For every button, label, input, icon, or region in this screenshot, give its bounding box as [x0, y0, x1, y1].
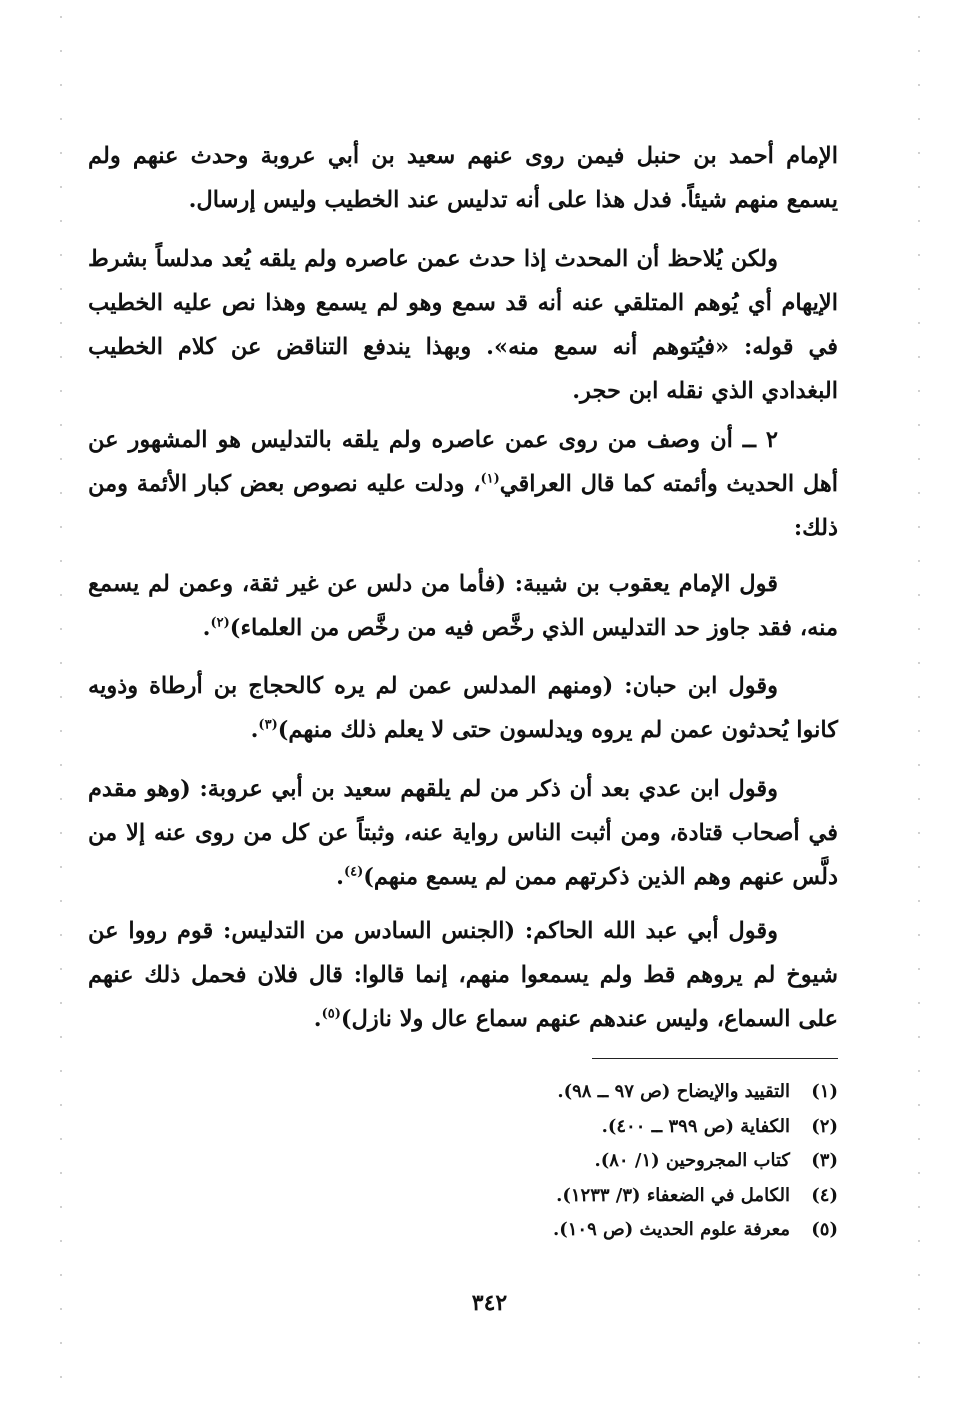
paragraph-text: قول الإمام يعقوب بن شيبة: (فأما من دلس عن غير ثقة، وعمن لم يسمع منه، فقد جاوز حد التدليس الذي رخَّص فيه من رخَّص من العلماء)	[88, 571, 838, 641]
footnote-ref: (١)	[480, 471, 500, 487]
footnote-ref: (٥)	[321, 1006, 341, 1022]
paragraph-tail: ، ودلت عليه نصوص بعض كبار الأئمة ومن ذلك:	[88, 471, 838, 541]
footnote-2	[300, 1110, 838, 1145]
paragraph-4	[88, 562, 838, 650]
footnote-5	[300, 1213, 838, 1248]
paragraph-text: الإمام أحمد بن حنبل فيمن روى عنهم سعيد بن أبي عروبة وحدث عنهم ولم يسمع منهم شيئاً. فدل هذا على أنه تدليس عند الخطيب وليس إرسال.	[88, 143, 838, 213]
footnote-number: (٥)	[811, 1219, 838, 1240]
footnote-text: الكامل في الضعفاء (٣/ ١٢٣٣).	[556, 1184, 790, 1206]
paragraph-5	[88, 664, 838, 752]
footnote-3	[300, 1144, 838, 1179]
footnote-text: التقييد والإيضاح (ص ٩٧ ــ ٩٨).	[557, 1081, 790, 1102]
footnote-number: (٢)	[811, 1115, 838, 1137]
paragraph-text: وقول ابن حبان: (ومنهم المدلس عمن لم يره كالحجاج بن أرطاة وذويه كانوا يُحدثون عمن لم يروه ويدلسون حتى لا يعلم ذلك منهم)	[88, 673, 838, 743]
paragraph-2	[88, 237, 838, 413]
scan-dot-line-right	[918, 0, 920, 1407]
paragraph-3	[88, 418, 838, 550]
paragraph-tail: .	[313, 1006, 322, 1032]
paragraph-text: ٢ ــ أن وصف من روى عمن عاصره ولم يلقه بالتدليس هو المشهور عن أهل الحديث وأئمته كما قال العراقي	[88, 427, 838, 497]
footnote-text: الكفاية (ص ٣٩٩ ــ ٤٠٠).	[601, 1115, 790, 1137]
footnote-ref: (٤)	[343, 864, 364, 880]
paragraph-text: وقول أبي عبد الله الحاكم: (الجنس السادس من التدليس: قوم رووا عن شيوخ لم يروهم قط ولم يسمعوا منهم، إنما قالوا: قال فلان فحمل ذلك عنهم على السماع، وليس عندهم عنهم سماع عال ولا نازل)	[88, 918, 838, 1032]
paragraph-text: ولكن يُلاحظ أن المحدث إذا حدث عمن عاصره ولم يلقه يُعد مدلساً بشرط الإيهام أي يُوهم المتلقي عنه أنه قد سمع وهو لم يسمع وهذا نص عليه الخطيب في قوله: «فيُتوهم أنه سمع منه». وبهذا يندفع التناقض عن كلام الخطيب البغدادي الذي نقله ابن حجر.	[88, 246, 838, 404]
footnote-1	[300, 1075, 838, 1110]
footnote-separator	[592, 1058, 838, 1059]
footnotes	[300, 1075, 838, 1248]
footnote-ref: (٢)	[210, 615, 230, 631]
footnote-4	[300, 1179, 838, 1214]
footnote-ref: (٣)	[258, 717, 278, 733]
footnote-number: (٣)	[811, 1150, 838, 1171]
paragraph-tail: .	[250, 717, 259, 743]
footnote-number: (٤)	[811, 1184, 838, 1206]
paragraph-6	[88, 767, 838, 899]
page-number: ٣٤٢	[471, 1290, 508, 1316]
footnote-number: (١)	[811, 1081, 838, 1102]
paragraph-7	[88, 909, 838, 1041]
scan-dot-line-left	[60, 0, 62, 1407]
paragraph-tail: .	[202, 615, 211, 641]
footnote-text: كتاب المجروحين (١/ ٨٠).	[594, 1150, 790, 1171]
paragraph-text: وقول ابن عدي بعد أن ذكر من لم يلقهم سعيد بن أبي عروبة: (وهو مقدم في أصحاب قتادة، ومن أثبت الناس رواية عنه، وثبتاً عن كل من روى عنه إلا من دلَّس عنهم وهم الذين ذكرتهم ممن لم يسمع منهم)	[88, 776, 838, 890]
paragraph-1	[88, 134, 838, 222]
paragraph-tail: .	[336, 864, 344, 890]
footnote-text: معرفة علوم الحديث (ص ١٠٩).	[552, 1219, 790, 1240]
